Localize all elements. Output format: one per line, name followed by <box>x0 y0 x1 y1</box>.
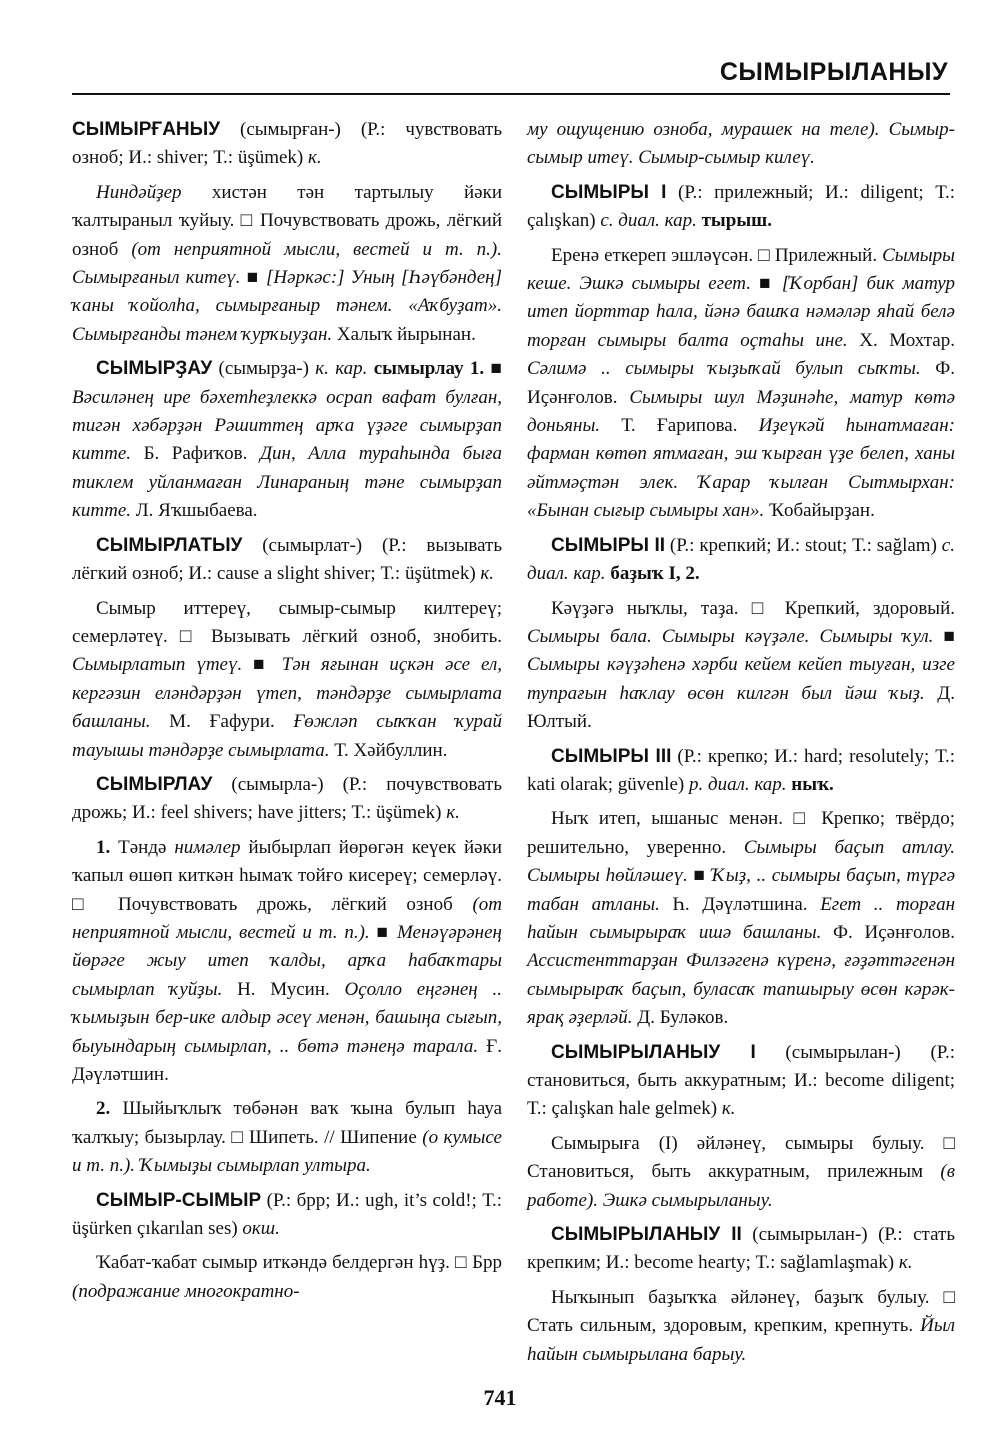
entry-header: СЫМЫРҒАНЫУ (сымырған-) (Р.: чувствовать озноб; И.: shiver; Т.: üşümek) к. <box>72 119 502 169</box>
definition-paragraph: 2. Шыйыҡлыҡ төбәнән ваҡ ҡына булып һауа ҡалҡыу; бызырлау. □ Шипеть. // Шипение (о кумысе и т. п.). Ҡымыҙы сымырлап ултыра. <box>72 1098 502 1177</box>
headword: СЫМЫРҘАУ <box>96 358 213 380</box>
definition-paragraph: Ниндәйҙер хистән тән тартылыу йәки ҡалтыраныл ҡуйыу. □ Почувствовать дрожь, лёгкий озноб (от неприятной мысли, вестей и т. п.). Сымырғаныл китеү. ■ [Нәркәс:] Уның [Һәүбәндең] ҡаны ҡойолһа, сымырғаныр тәнем. «Аҡбуҙат». Сымырғанды тәнем ҡурҡыуҙан. Халыҡ йырынан. <box>72 181 502 345</box>
header-rule <box>72 93 950 95</box>
right-column <box>527 116 955 1375</box>
headword: СЫМЫРЫ II <box>551 534 665 556</box>
definition-paragraph: Ныҡ итеп, ышаныс менән. □ Крепко; твёрдо; решительно, уверенно. Сымыры баҫып атлау. Сымыры һөйләшеү. ■ Ҡыҙ, .. сымыры баҫып, түргә табан атланы. Һ. Дәүләтшина. Егет .. торған һайын сымырыраҡ ишә башланы. Ф. Иҫәнғолов. Ассистенттарҙан Филзәгенә күренә, ғәҙәттәгенән сымырыраҡ баҫып, буласаҡ тапшырыу өсөн кәрәк-ярақ әҙерләй. Д. Буләков. <box>527 808 955 1029</box>
entry-header: СЫМЫРЫ I (Р.: прилежный; И.: diligent; Т.: çalışkan) с. диал. кар. тырыш. <box>527 181 955 232</box>
definition-paragraph: Сымыр иттереү, сымыр-сымыр килтереү; семерләтеү. □ Вызывать лёгкий озноб, знобить. Сымырлатып үтеү. ■ Тән яғынан иҫкән әсе ел, кергәзин еләндәрҙән үтеп, тәндәрҙе сымырлата башланы. М. Ғафури. Ғөжләп сыҡҡан ҡурай тауышы тәндәрҙе сымырлата. Т. Хәйбуллин. <box>72 597 502 761</box>
entry-header: СЫМЫРЛАТЫУ (сымырлат-) (Р.: вызывать лёгкий озноб; И.: cause a slight shiver; Т.: üşütmek) к. <box>72 534 502 585</box>
entry-header: СЫМЫРЫЛАНЫУ I (сымырылан-) (Р.: становиться, быть аккуратным; И.: become diligent; Т.: çalışkan hale gelmek) к. <box>527 1041 955 1120</box>
entry-header: СЫМЫРЫЛАНЫУ II (сымырылан-) (Р.: стать крепким; И.: become hearty; Т.: sağlamlaşmak) к. <box>527 1224 955 1274</box>
entry-header: СЫМЫРЛАУ (сымырла-) (Р.: почувствовать дрожь; И.: feel shivers; have jitters; Т.: üşümek) к. <box>72 773 502 824</box>
entry-header: СЫМЫРЫ III (Р.: крепко; И.: hard; resolutely; Т.: kati olarak; güvenle) р. диал. кар. ныҡ. <box>527 745 955 795</box>
definition-paragraph: Ҡабат-ҡабат сымыр иткәндә белдергән һүҙ. □ Брр (подражание многократно- <box>72 1252 502 1302</box>
headword: СЫМЫРЛАУ <box>96 773 213 795</box>
definition-paragraph: Ныҡынып баҙыҡҡа әйләнеү, баҙыҡ булыу. □ Стать сильным, здоровым, крепким, крепнуть. Йыл һайын сымырылана барыу. <box>527 1286 955 1365</box>
definition-paragraph: 1. Тәндә нимәлер йыбырлап йөрөгән кеүек йәки ҡапыл өшөп киткән һымаҡ тойғо кисереү; семерләү. □ Почувствовать дрожь, лёгкий озноб (от неприятной мысли, вестей и т. п.). ■ Менәүәрәнең йөрәге жыу итеп ҡалды, арҡа һабаҡтары сымырлап ҡуйҙы. Н. Мусин. Оҫолло еңгәнең .. ҡымыҙын бер-ике алдыр әсеү менән, башыңа сығып, быуындарың сымырлап, .. бөтә тәнеңә тарала. Ғ. Дәүләтшин. <box>72 836 503 1085</box>
headword: СЫМЫРЫ I <box>551 181 667 203</box>
entry-header: СЫМЫРҘАУ (сымырҙа-) к. кар. сымырлау 1. ■ Вәсиләнең ире бәхетһеҙлеккә осрап вафат булған, тигән хәбәрҙән Рәшиттең арҡа үҙәге сымырҙап китте. Б. Рафиҡов. Дин, Алла тураһында быға тиклем уйланмаған Линараның тәне сымырҙап китте. Л. Яҡшыбаева. <box>72 358 502 522</box>
page-number: 741 <box>483 1385 517 1410</box>
headword: СЫМЫРЫЛАНЫУ I <box>551 1041 756 1063</box>
definition-paragraph: Сымырыға (I) әйләнеү, сымыры булыу. □ Становиться, быть аккуратным, прилежным (в работе). Эшкә сымырыланыу. <box>527 1132 955 1211</box>
headword: СЫМЫРЫ III <box>551 745 672 767</box>
headword: СЫМЫРЛАТЫУ <box>96 534 243 556</box>
definition-paragraph: Кәүҙәгә ныҡлы, таҙа. □ Крепкий, здоровый. Сымыры бала. Сымыры кәүҙәле. Сымыры ҡул. ■ Сымыры кәүҙәһенә хәрби кейем кейеп тыуған, изге тупрағын һаҡлау өсөн килгән был йәш ҡыҙ. Д. Юлтый. <box>527 597 955 733</box>
headword: СЫМЫРЫЛАНЫУ II <box>551 1224 742 1246</box>
entry-header: СЫМЫРЫ II (Р.: крепкий; И.: stout; Т.: sağlam) с. диал. кар. баҙыҡ I, 2. <box>527 534 955 585</box>
definition-paragraph: му ощущению озноба, мурашек на теле). Сымыр-сымыр итеү. Сымыр-сымыр килеү. <box>527 119 955 169</box>
entry-header: СЫМЫР-СЫМЫР (Р.: брр; И.: ugh, it’s cold!; Т.: üşürken çıkarılan ses) окш. <box>72 1189 502 1240</box>
headword: СЫМЫР-СЫМЫР <box>96 1189 262 1211</box>
definition-paragraph: Еренә еткереп эшләүсән. □ Прилежный. Сымыры кеше. Эшкә сымыры егет. ■ [Ҡорбан] бик матур итеп йорттар һала, йәнә башҡа нәмәләр яһай белә торған сымыры балта оҫтаһы ине. Х. Мохтар. Сәлимә .. сымыры ҡыҙыҡай булып сыҡты. Ф. Иҫәнғолов. Сымыры шул Мәҙинәһе, матур көтә доньяны. Т. Ғарипова. Иҙеүкәй һынатмаған: фарман көтөп ятмаған, эш ҡырған үҙе белеп, ханы әйтмәҫтән элек. Ҡарар ҡылған Сытмырхан: «Бынан сығыр сымыры хан». Ҡобайырҙан. <box>527 244 956 522</box>
headword: СЫМЫРҒАНЫУ <box>72 119 221 140</box>
left-column <box>72 116 502 1312</box>
running-head: СЫМЫРЫЛАНЫУ <box>719 58 948 86</box>
